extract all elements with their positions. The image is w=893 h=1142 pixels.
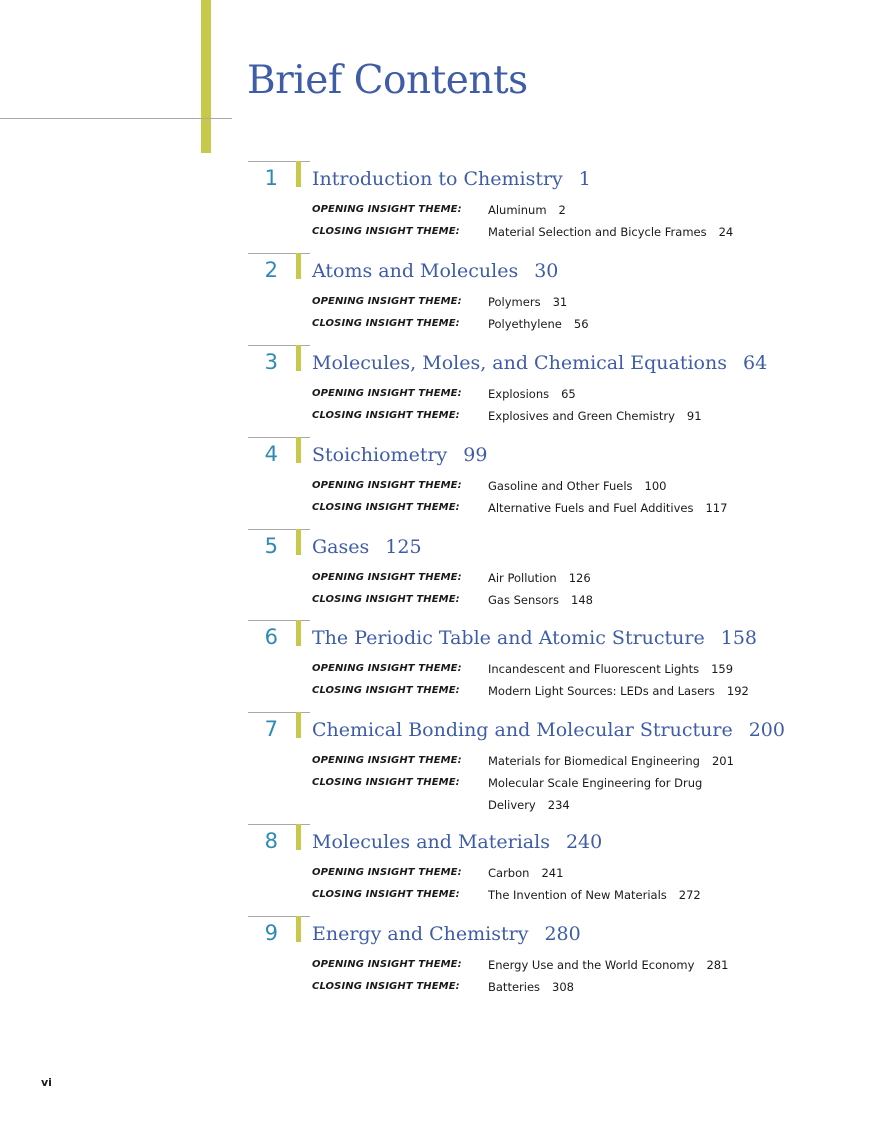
chapter-title-link[interactable] [312,444,487,466]
chapter-page: 158 [720,627,758,649]
chapter-number: 8 [264,829,278,853]
chapter-title-link[interactable] [312,923,581,945]
opening-theme-page: 201 [711,754,734,768]
chapter-number: 6 [264,625,278,649]
closing-theme-text: Molecular Scale Engineering for Drug Delivery [488,776,703,812]
chapter-title: The Periodic Table and Atomic Structure [312,627,705,649]
chapter-title: Molecules and Materials [312,831,550,853]
chapter-number: 9 [264,921,278,945]
closing-theme-label: CLOSING INSIGHT THEME: [312,685,460,696]
chapter-page: 64 [743,352,768,374]
opening-theme-text: Carbon [488,866,530,880]
opening-theme-text: Incandescent and Fluorescent Lights [488,662,700,676]
opening-theme-page: 31 [552,295,568,309]
page-number: vi [41,1076,52,1089]
opening-theme-text: Aluminum [488,203,547,217]
chapter-number: 7 [264,717,278,741]
closing-theme-text: The Invention of New Materials [488,888,667,902]
page-title: Brief Contents [247,58,528,103]
opening-theme-text: Energy Use and the World Economy [488,958,695,972]
chapter-number: 5 [264,534,278,558]
opening-theme-page: 281 [706,958,729,972]
closing-theme-text: Material Selection and Bicycle Frames [488,225,707,239]
chapter-bar [296,253,301,279]
chapter-bar [296,620,301,646]
opening-theme-page: 100 [644,479,667,493]
closing-theme-text: Batteries [488,980,541,994]
chapter-title-link[interactable] [312,260,558,282]
closing-theme-label: CLOSING INSIGHT THEME: [312,226,460,237]
closing-theme-page: 24 [718,225,734,239]
closing-theme-page: 234 [547,798,570,812]
opening-theme-label: OPENING INSIGHT THEME: [312,480,462,491]
closing-theme-label: CLOSING INSIGHT THEME: [312,502,460,513]
opening-theme-label: OPENING INSIGHT THEME: [312,204,462,215]
opening-theme-page: 65 [561,387,576,401]
opening-theme-label: OPENING INSIGHT THEME: [312,755,462,766]
decorative-horizontal-rule [0,118,232,119]
closing-theme-text: Gas Sensors [488,593,560,607]
opening-theme-text: Gasoline and Other Fuels [488,479,633,493]
chapter-page: 30 [534,260,559,282]
opening-theme-label: OPENING INSIGHT THEME: [312,867,462,878]
closing-theme-page: 91 [686,409,702,423]
chapter-page: 125 [385,536,422,558]
closing-theme-text: Explosives and Green Chemistry [488,409,675,423]
opening-theme-page: 126 [568,571,591,585]
chapter-page: 1 [578,168,591,190]
chapter-bar [296,345,301,371]
opening-theme-text: Polymers [488,295,541,309]
chapter-title-link[interactable] [312,536,422,558]
chapter-title: Chemical Bonding and Molecular Structure [312,719,733,741]
closing-theme-label: CLOSING INSIGHT THEME: [312,594,460,605]
closing-theme-text: Modern Light Sources: LEDs and Lasers [488,684,715,698]
chapter-title: Stoichiometry [312,444,448,466]
chapter-page: 280 [544,923,581,945]
opening-theme-label: OPENING INSIGHT THEME: [312,663,462,674]
opening-theme-page: 241 [541,866,564,880]
chapter-number: 2 [264,258,278,282]
closing-theme-label: CLOSING INSIGHT THEME: [312,777,460,788]
chapter-title-link[interactable] [312,168,591,190]
chapter-title: Atoms and Molecules [312,260,519,282]
chapter-number: 1 [264,166,278,190]
opening-theme-text: Air Pollution [488,571,557,585]
closing-theme-page: 308 [552,980,574,994]
closing-theme-page: 272 [678,888,701,902]
closing-theme-page: 192 [726,684,749,698]
closing-theme-label: CLOSING INSIGHT THEME: [312,318,460,329]
chapter-page: 240 [565,831,603,853]
opening-theme-page: 159 [711,662,734,676]
chapter-bar [296,916,301,942]
opening-theme-text: Materials for Biomedical Engineering [488,754,700,768]
chapter-page: 200 [748,719,785,741]
chapter-number: 4 [264,442,278,466]
chapter-title-link[interactable] [312,831,602,853]
chapter-number: 3 [264,350,278,374]
closing-theme-text: Polyethylene [488,317,562,331]
chapter-bar [296,824,301,850]
opening-theme-label: OPENING INSIGHT THEME: [312,296,462,307]
closing-theme-page: 117 [705,501,728,515]
chapter-bar [296,437,301,463]
decorative-vertical-bar [201,0,211,153]
chapter-page: 99 [463,444,488,466]
opening-theme-label: OPENING INSIGHT THEME: [312,959,462,970]
closing-theme-label: CLOSING INSIGHT THEME: [312,410,460,421]
chapter-title: Energy and Chemistry [312,923,529,945]
chapter-title: Introduction to Chemistry [312,168,563,190]
chapter-bar [296,712,301,738]
closing-theme-text: Alternative Fuels and Fuel Additives [488,501,694,515]
closing-theme-page: 148 [571,593,593,607]
chapter-title-link[interactable] [312,627,757,649]
closing-theme-label: CLOSING INSIGHT THEME: [312,981,460,992]
closing-theme-label: CLOSING INSIGHT THEME: [312,889,460,900]
closing-theme-page: 56 [573,317,589,331]
opening-theme-page: 2 [558,203,566,217]
chapter-title-link[interactable] [312,719,785,741]
opening-theme-label: OPENING INSIGHT THEME: [312,572,462,583]
chapter-bar [296,161,301,187]
chapter-title: Gases [312,536,370,558]
opening-theme-label: OPENING INSIGHT THEME: [312,388,462,399]
chapter-bar [296,529,301,555]
chapter-title: Molecules, Moles, and Chemical Equations [312,352,727,374]
opening-theme-text: Explosions [488,387,550,401]
chapter-title-link[interactable] [312,352,767,374]
